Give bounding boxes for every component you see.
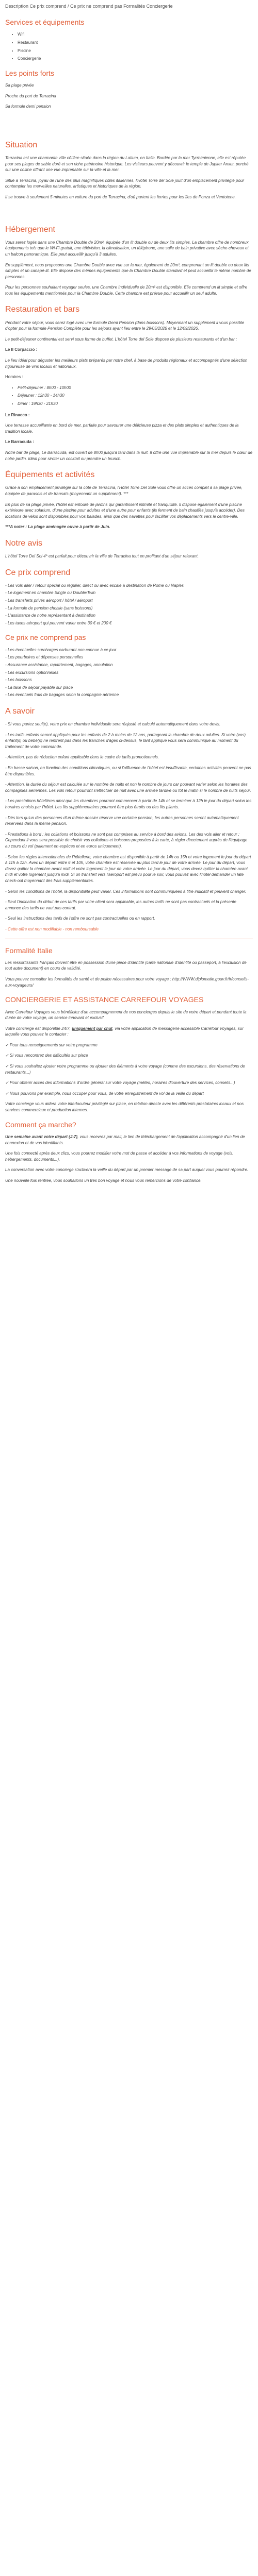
- forts-title: Les points forts: [5, 69, 54, 77]
- savoir-p: - Dès lors qu'un des personnes d'un même dossier réserve une certaine pension, les autres personnes seront automatiquement réservées dans la même pension.: [5, 815, 239, 826]
- conciergerie-item: ✓ Pour tous renseignements sur votre programme: [5, 1042, 98, 1047]
- offer-page: [0, 0, 258, 1193]
- necomprend-item: - Les boissons: [5, 677, 32, 683]
- conciergerie-p2: [5, 1026, 253, 1038]
- savoir-title: A savoir: [5, 706, 35, 716]
- necomprend-item: - Les pourboires et dépenses personnelles: [5, 655, 84, 660]
- savoir-p: - Si vous partez seul(e), votre prix en chambre individuelle sera réajusté et calculé automatiquement dans votre devis.: [5, 722, 221, 727]
- restauration-p3: Le lieu idéal pour déguster les meilleurs plats préparés par notre chef, à base de produits régionaux et accompagnés d'une sélection rigoureuse de vins locaux et nationaux.: [5, 358, 248, 369]
- comprend-item: - L'assistance de notre représentant à destination: [5, 613, 95, 618]
- formalite-p1: Les ressortissants français doivent être en possession d'une pièce d'identité (carte nationale d'identité ou passeport, à l'exclusion de tout autre document) en cours de validité.: [5, 960, 247, 971]
- list-item: • Déjeuner : 12h30 - 14h30: [18, 393, 253, 399]
- savoir-p: - En basse saison, en fonction des conditions climatiques, ou si l'affluence de l'hôtel est insuffisante, certaines activités peuvent ne pas être disponibles.: [5, 766, 251, 776]
- hebergement-title: Hébergement: [5, 225, 55, 234]
- restauration-p2: Le petit-déjeuner continental est servi sous forme de buffet. L'hôtel Torre del Sole dispose de plusieurs restaurants et d'un bar :: [5, 336, 237, 342]
- hebergement-p1: Vous serez logés dans une Chambre Double de 20m², équipée d'un lit double ou de deux lits simples. La chambre offre de nombreux équipements tels que le Wi-Fi gratuit, une télévision, la climatisation, un téléphone, une salle de bain privative avec sèche-cheveux et un balcon panoramique. Elle peut accueillir jusqu'à 3 adultes.: [5, 240, 249, 257]
- savoir-p: - Selon les règles internationales de l'hôtellerie, votre chambre est disponible à partir de 14h ou 15h et votre logement le jour du départ à 11h à 12h. Avec un départ entre 6 et 10h, votre chambre est réservée au plus tard le jour de votre arrivée. Le jour du départ, vous devez quitter la chambre avant midi et votre logement le jour de votre arrivée. Le jour du départ, vous devez quitter la chambre avant midi et votre logement jusqu'à midi. Si un transfert vers l'aéroport est prévu pour le soir, vous pouvez avec l'hôtel demander un late check-out moyennant des frais supplémentaires.: [5, 854, 251, 883]
- conciergerie-p2-underline: uniquement par chat: [72, 1026, 112, 1031]
- horaires-list: [5, 385, 253, 407]
- comment-p3: La conversation avec votre concierge s'activera la veille du départ par un premier message de sa part auquel vous pourrez répondre.: [5, 1167, 249, 1173]
- activites-title: Équipements et activités: [5, 470, 95, 480]
- savoir-p: - Prestations à bord : les collations et boissons ne sont pas comprises au service à bord des avions. Les des vols aller et retour ; Cependant il vous sera possible de choisir vos collations et boissons proposées à la carte, à régler directement auprès de l'équipage au cours du vol (paiement en espèces et en euros uniquement).: [5, 832, 248, 849]
- forts-item: Sa formule demi pension: [5, 104, 51, 109]
- list-item: • Conciergerie: [18, 56, 253, 62]
- necomprend-item: - Les éventuels frais de bagages selon la compagnie aérienne: [5, 692, 119, 698]
- conciergerie-p1: Avec Carrefour Voyages vous bénéficiez d'un accompagnement de nos concierges depuis le site de votre départ et pendant toute la durée de votre voyage, un service innovant et exclusif.: [5, 1009, 247, 1021]
- hebergement-p3: Pour les personnes souhaitant voyager seules, une Chambre Individuelle de 20m² est disponible. Elle comprend un lit simple et offre tous les équipements mentionnés pour la Chambre Double. Cette chambre est prévue pour accueillir un seul adulte.: [5, 285, 248, 296]
- forts-item: Proche du port de Terracina: [5, 93, 56, 98]
- comprend-item: - Le logement en chambre Single ou Double/Twin: [5, 590, 96, 596]
- restauration-p1: Pendant votre séjour, vous serez logé avec une formule Demi Pension (dans boissons). Moyennant un supplément il vous possible d'opter pour la formule Pension Complète pour les séjours ayant lieu entre le 29/05/2026 et le 12/09/2026.: [5, 320, 245, 331]
- conciergerie-p3: Votre concierge vous aidera votre interlocuteur privilégié sur place, en relation directe avec les différents prestataires locaux et nos services commerciaux et production internes.: [5, 1101, 244, 1113]
- savoir-p: - Les tarifs enfants seront appliqués pour les enfants de 2 à moins de 12 ans, partageant la chambre de deux adultes. Si votre (vos) enfant(s) ou bébé(s) ne rentrent pas dans les tranches d'âges ci-dessus, le tarif appliqué vous sera communiqué au moment du traitement de votre commande.: [5, 732, 246, 749]
- list-item: • Restaurant: [18, 40, 253, 46]
- forts-item: Sa plage privée: [5, 83, 34, 88]
- avis-title: Notre avis: [5, 538, 43, 548]
- activites-p2: En plus de sa plage privée, l'hôtel est entouré de jardins qui garantissent intimité et tranquillité. Il dispose également d'une piscine extérieure avec solarium, d'une piscine pour adultes et d'une autre pour enfants (ils ferment de bain chauffés jusqu'à accéder). Des locations de vélos sont disponibles pour vos balades, ainsi que des navettes pour faciliter vos déplacements vers le centre-ville.: [5, 502, 245, 519]
- avis-p1: L'hôtel Torre Del Sol 4* est parfait pour découvrir la ville de Terracina tout en profitant d'un séjour relaxant.: [5, 554, 199, 559]
- situation-p1: Terracina est une charmante ville côtière située dans la région du Latium, en Italie. Bordée par la mer Tyrrhénienne, elle est réputée pour ses plages de sable doré et son riche patrimoine historique. Les visiteurs peuvent y découvrir le temple de Jupiter Anxur, perché sur une colline offrant une vue imprenable sur la ville et la mer.: [5, 155, 249, 173]
- restauration-sub1: Le Il Corpaccio :: [5, 347, 38, 352]
- conciergerie-item: ✓ Pour obtenir accès des informations d'ordre général sur votre voyage (météo, horaires d'ouverture des services, conseils...): [5, 1080, 235, 1086]
- restauration-p5: Notre bar de plage, Le Barracuda, est ouvert de 8h00 jusqu'à tard dans la nuit. Il offre une vue imprenable sur la mer depuis le cœur de notre jardin. Idéal pour siroter un cocktail ou prendre un brunch.: [5, 450, 253, 461]
- list-item: • Wifi: [18, 31, 253, 38]
- comment-p1a: Une semaine avant votre départ (J-7): [5, 1134, 78, 1139]
- situation-title: Situation: [5, 140, 38, 149]
- comprend-title: Ce prix comprend: [5, 568, 71, 577]
- conciergerie-item: ✓ Si vous souhaitez ajouter votre programme ou ajouter des éléments à votre voyage (comme des excursions, des réservations de restaurants...): [5, 1064, 245, 1075]
- necomprend-item: - Les éventuelles surcharges carburant non connue à ce jour: [5, 647, 117, 652]
- savoir-p: - Seul les instructions des tarifs de l'offre ne sont pas contractuelles ou en rapport.: [5, 916, 155, 921]
- restauration-title: Restauration et bars: [5, 305, 80, 314]
- conciergerie-item: ✓ Si vous rencontrez des difficultés sur place: [5, 1053, 88, 1058]
- list-item: • Piscine: [18, 48, 253, 54]
- conciergerie-p2a: Votre concierge est disponible 24/7,: [5, 1026, 72, 1031]
- necomprend-item: - La taxe de séjour payable sur place: [5, 685, 73, 690]
- savoir-p: - Selon les conditions de l'hôtel, la disponibilité peut varier. Ces informations sont communiquées à titre indicatif et peuvent changer.: [5, 889, 246, 894]
- restauration-sub2: Le Rinacco :: [5, 412, 30, 417]
- comment-p1b: , vous recevrez par mail, le lien de téléchargement de l'application accompagné d'un lien de connexion et de vos identifiants.: [5, 1134, 245, 1145]
- top-nav-text: Description Ce prix comprend / Ce prix ne comprend pas Formalités Conciergerie: [5, 4, 173, 9]
- comprend-item: - Les transferts privés aéroport / hôtel / aéroport: [5, 598, 93, 603]
- restauration-p4: Une terrasse accueillante en bord de mer, parfaite pour savourer une délicieuse pizza et des plats simples et authentiques de la tradition locale.: [5, 423, 239, 434]
- situation-p3: Il se trouve à seulement 5 minutes en voiture du port de Terracina, d'où partent les ferries pour les îles de Ponza et Ventotene.: [5, 194, 236, 199]
- savoir-p: - Attention, la durée du séjour est calculée sur le nombre de nuits et non le nombre de jours car pouvant varier selon les horaires des compagnies aériennes. Les vols retour pourront s'effectuer de nuit avec une arrivée tardive ou tôt le matin si le nombre de nuits séjour.: [5, 782, 251, 793]
- hebergement-p2: En supplément, nous proposons une Chambre Double avec vue sur la mer, également de 20m², comprenant un lit double ou deux lits simples et un canapé-lit. Elle dispose des mêmes équipements que la Chambre Double standard et peut accueillir le même nombre de personnes.: [5, 262, 251, 279]
- comment-p1: [5, 1134, 253, 1146]
- comprend-item: - La formule de pension choisie (sans boissons): [5, 605, 93, 611]
- restauration-sub3: Le Barracuda :: [5, 439, 35, 445]
- activites-p1: Grâce à son emplacement privilégié sur la côte de Terracina, l'Hôtel Torre Del Sole vous offre un accès complet à sa plage privée, équipée de parasols et de transats (moyennant un supplément). ***: [5, 485, 243, 496]
- savoir-warning: - Cette offre est non modifiable - non remboursable: [5, 926, 99, 931]
- formalite-title: Formalité Italie: [5, 946, 53, 955]
- necomprend-item: - Les excursions optionnelles: [5, 670, 59, 675]
- list-item: • Petit-déjeuner : 8h00 - 10h00: [18, 385, 253, 391]
- formalite-p2: Vous pouvez consulter les formalités de santé et de police nécessaires pour votre voyage : http://WWW.diplomatie.gouv.fr/fr/conseils-aux-voyageurs/: [5, 977, 249, 988]
- conciergerie-title: CONCIERGERIE ET ASSISTANCE CARREFOUR VOYAGES: [5, 995, 204, 1004]
- activites-note: ***A noter : La plage aménagée ouvre à partir de Juin.: [5, 524, 110, 530]
- savoir-p: - Attention, pas de réduction enfant applicable dans le cadre de tarifs promotionnels.: [5, 755, 159, 760]
- situation-p2: Situé à Terracina, joyau de l'une des plus magnifiques côtes italiennes, l'Hôtel Torre del Sole jouit d'un emplacement privilégié pour contempler les merveilles naturelles, artistiques et historiques de la région.: [5, 178, 244, 189]
- necomprend-title: Ce prix ne comprend pas: [5, 633, 86, 642]
- conciergerie-p2b: , via votre application de messagerie accessible Carrefour Voyages, sur laquelle vous pouvez le contacter :: [5, 1026, 244, 1037]
- services-title: Services et équipements: [5, 18, 85, 27]
- necomprend-item: - Assurance assistance, rapatriement, bagages, annulation: [5, 662, 113, 667]
- comprend-item: - Les vols aller / retour spécial ou régulier, direct ou avec escale à destination de Rome ou Naples: [5, 583, 184, 588]
- savoir-p: - Les prestations hôtelières ainsi que les chambres pourront commencer à partir de 14h et se terminer à 12h le jour du départ selon les horaires choisis par l'hôtel. Les lits supplémentaires pourront être plus étroits ou des lits pliants.: [5, 799, 252, 810]
- comment-p4: Une nouvelle fois rentrée, vous souhaitons un très bon voyage et nous vous remercions de votre confiance.: [5, 1178, 202, 1183]
- savoir-p: - Seul l'indication du début de ces tarifs par votre client sera applicable, les autres tarifs ne sont pas contractuels et la présente annonce des tarifs ne vaut pas contrat.: [5, 900, 236, 910]
- list-item: • Dîner : 19h30 - 21h30: [18, 401, 253, 407]
- comprend-item: - Les taxes aéroport qui peuvent varier entre 30 € et 200 €: [5, 620, 112, 625]
- horaires-label: Horaires :: [5, 375, 23, 380]
- comment-title: Comment ça marche?: [5, 1120, 76, 1129]
- comment-p2: Une fois connecté après deux clics, vous pourrez modifier votre mot de passe et accéder à vos informations de voyage (vols, hébergements, documents...).: [5, 1151, 234, 1162]
- services-list: [5, 31, 253, 61]
- conciergerie-item: ✓ Nous pouvons par exemple, nous occuper pour vous, de votre enregistrement de vol de la veille du départ: [5, 1091, 204, 1096]
